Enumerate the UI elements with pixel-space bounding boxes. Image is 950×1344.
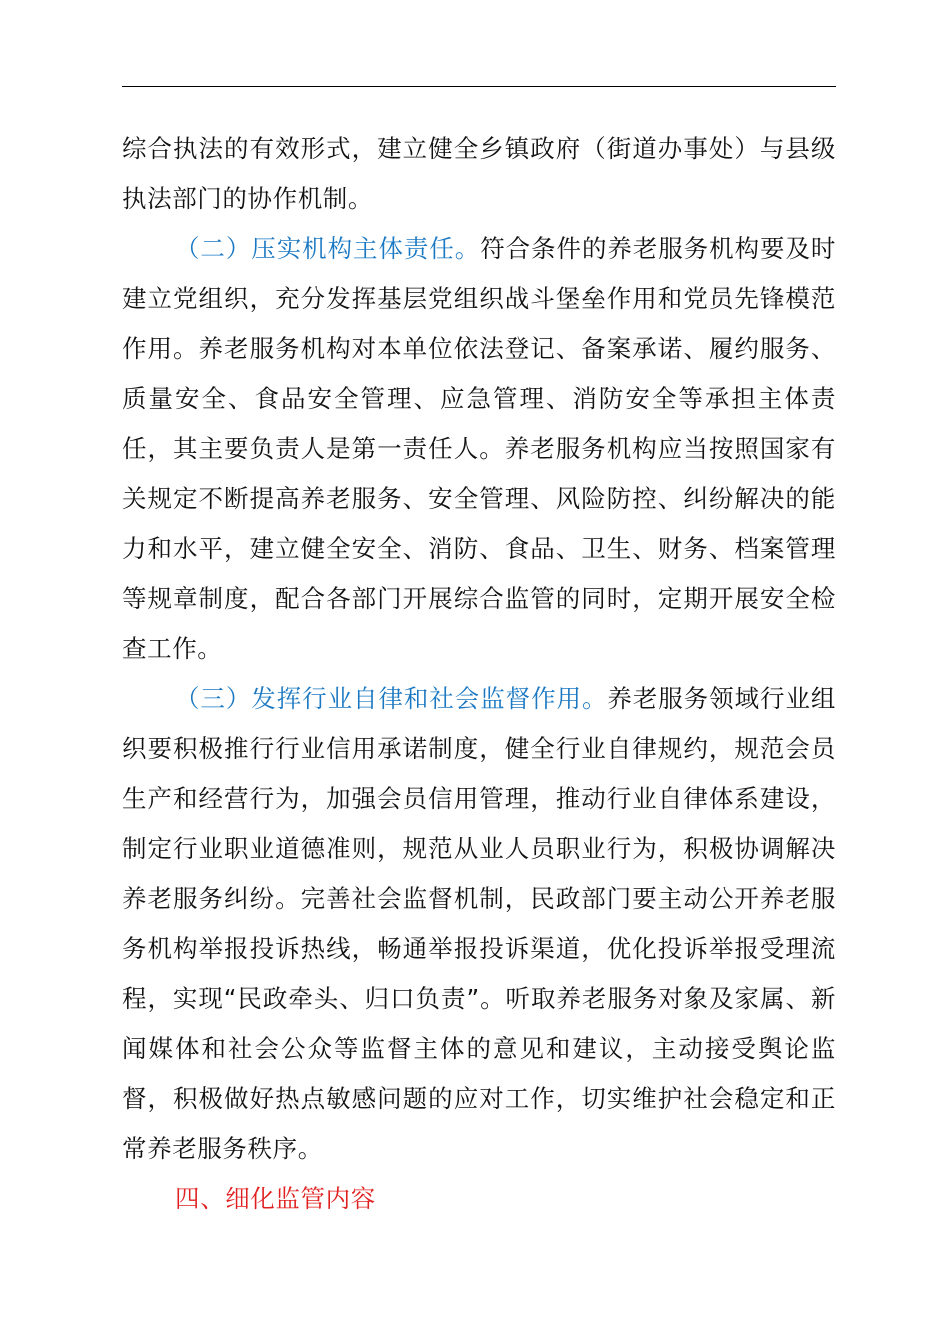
subheading-industry-self-discipline: （三）发挥行业自律和社会监督作用。	[175, 684, 608, 713]
paragraph-body: 符合条件的养老服务机构要及时建立党组织，充分发挥基层党组织战斗堡垒作用和党员先锋模范作用。养老服务机构对本单位依法登记、备案承诺、履约服务、质量安全、食品安全管理、应急管理、消防安全等承担主体责任，其主要负责人是第一责任人。养老服务机构应当按照国家有关规定不断提高养老服务、安全管理、风险防控、纠纷解决的能力和水平，建立健全安全、消防、食品、卫生、财务、档案管理等规章制度，配合各部门开展综合监管的同时，定期开展安全检查工作。	[122, 234, 836, 663]
document-body	[122, 124, 836, 1224]
paragraph-institution-responsibility	[122, 224, 836, 674]
section-heading: 四、细化监管内容	[175, 1184, 376, 1213]
paragraph-body: 养老服务领域行业组织要积极推行行业信用承诺制度，健全行业自律规约，规范会员生产和经营行为，加强会员信用管理，推动行业自律体系建设，制定行业职业道德准则，规范从业人员职业行为，积极协调解决养老服务纠纷。完善社会监督机制，民政部门要主动公开养老服务机构举报投诉热线，畅通举报投诉渠道，优化投诉举报受理流程，实现“民政牵头、归口负责”。听取养老服务对象及家属、新闻媒体和社会公众等监督主体的意见和建议，主动接受舆论监督，积极做好热点敏感问题的应对工作，切实维护社会稳定和正常养老服务秩序。	[122, 684, 836, 1163]
paragraph-industry-self-discipline	[122, 674, 836, 1174]
paragraph-body: 综合执法的有效形式，建立健全乡镇政府（街道办事处）与县级执法部门的协作机制。	[122, 134, 836, 213]
subheading-institution-responsibility: （二）压实机构主体责任。	[175, 234, 481, 263]
header-rule	[122, 86, 836, 87]
paragraph-continuation	[122, 124, 836, 224]
